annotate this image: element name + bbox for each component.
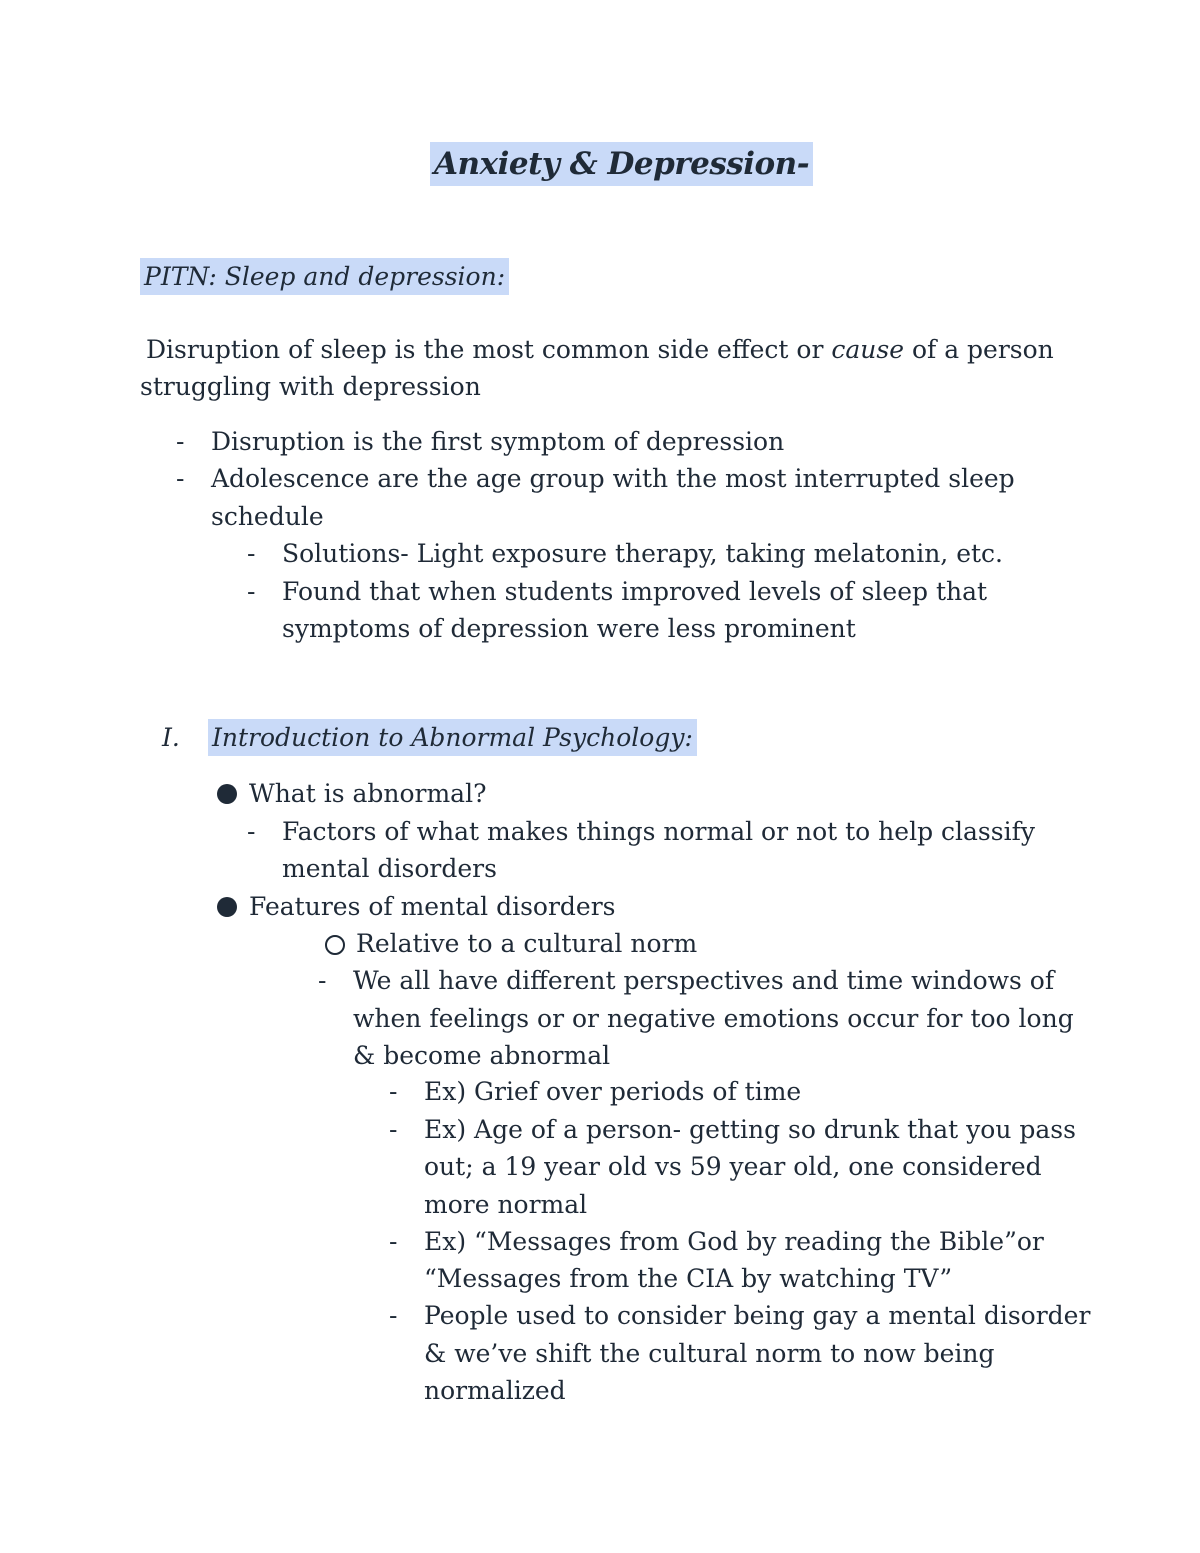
intro-text-part1: Disruption of sleep is the most common side effect or (146, 335, 832, 364)
pitn-bullet-4: Found that when students improved levels of sleep that (282, 577, 988, 606)
dash-marker: - (389, 1227, 398, 1256)
section-numeral: I. (162, 723, 180, 752)
pitn-heading (140, 258, 509, 295)
pitn-bullet-3: Solutions- Light exposure therapy, taking melatonin, etc. (282, 539, 1003, 568)
filled-bullet-icon (217, 897, 237, 917)
item-gay-line-2: & we’ve shift the cultural norm to now being (424, 1339, 995, 1368)
item-ex1: Ex) Grief over periods of time (424, 1077, 802, 1106)
dash-marker: - (389, 1301, 398, 1330)
title-text: Anxiety & Depression- (430, 142, 813, 186)
item-factors-line-1: Factors of what makes things normal or not to help classify (282, 817, 1035, 846)
pitn-intro-line-1 (146, 331, 1054, 368)
pitn-bullet-1: Disruption is the first symptom of depression (211, 427, 785, 456)
intro-emphasis: cause (831, 335, 904, 364)
item-perspectives-line-1: We all have different perspectives and time windows of (353, 966, 1055, 995)
item-ex3-line-1: Ex) “Messages from God by reading the Bible”or (424, 1227, 1044, 1256)
item-ex2-line-1: Ex) Age of a person- getting so drunk that you pass (424, 1115, 1076, 1144)
section-heading (208, 719, 697, 756)
dash-marker: - (247, 539, 256, 568)
item-ex2-line-2: out; a 19 year old vs 59 year old, one considered (424, 1152, 1042, 1181)
dash-marker: - (389, 1115, 398, 1144)
document-title (430, 146, 813, 183)
pitn-intro-line-2: struggling with depression (140, 372, 481, 401)
item-what-is-abnormal: What is abnormal? (249, 779, 487, 808)
dash-marker: - (247, 817, 256, 846)
item-gay-line-3: normalized (424, 1376, 566, 1405)
intro-text-part2: of a person (904, 335, 1054, 364)
hollow-bullet-icon (325, 935, 345, 955)
item-ex3-line-2: “Messages from the CIA by watching TV” (424, 1264, 953, 1293)
filled-bullet-icon (217, 784, 237, 804)
dash-marker: - (389, 1077, 398, 1106)
item-gay-line-1: People used to consider being gay a mental disorder (424, 1301, 1091, 1330)
item-perspectives-line-3: & become abnormal (353, 1041, 611, 1070)
dash-marker: - (176, 464, 185, 493)
dash-marker: - (318, 966, 327, 995)
dash-marker: - (176, 427, 185, 456)
pitn-heading-text: PITN: Sleep and depression: (140, 258, 509, 295)
item-relative: Relative to a cultural norm (356, 929, 698, 958)
pitn-bullet-4-cont: symptoms of depression were less prominent (282, 614, 856, 643)
item-perspectives-line-2: when feelings or or negative emotions occur for too long (353, 1004, 1074, 1033)
dash-marker: - (247, 577, 256, 606)
item-ex2-line-3: more normal (424, 1190, 588, 1219)
item-features: Features of mental disorders (249, 892, 616, 921)
item-factors-line-2: mental disorders (282, 854, 497, 883)
pitn-bullet-2: Adolescence are the age group with the most interrupted sleep (211, 464, 1015, 493)
pitn-bullet-2-cont: schedule (211, 502, 324, 531)
section-heading-text: Introduction to Abnormal Psychology: (208, 719, 697, 756)
